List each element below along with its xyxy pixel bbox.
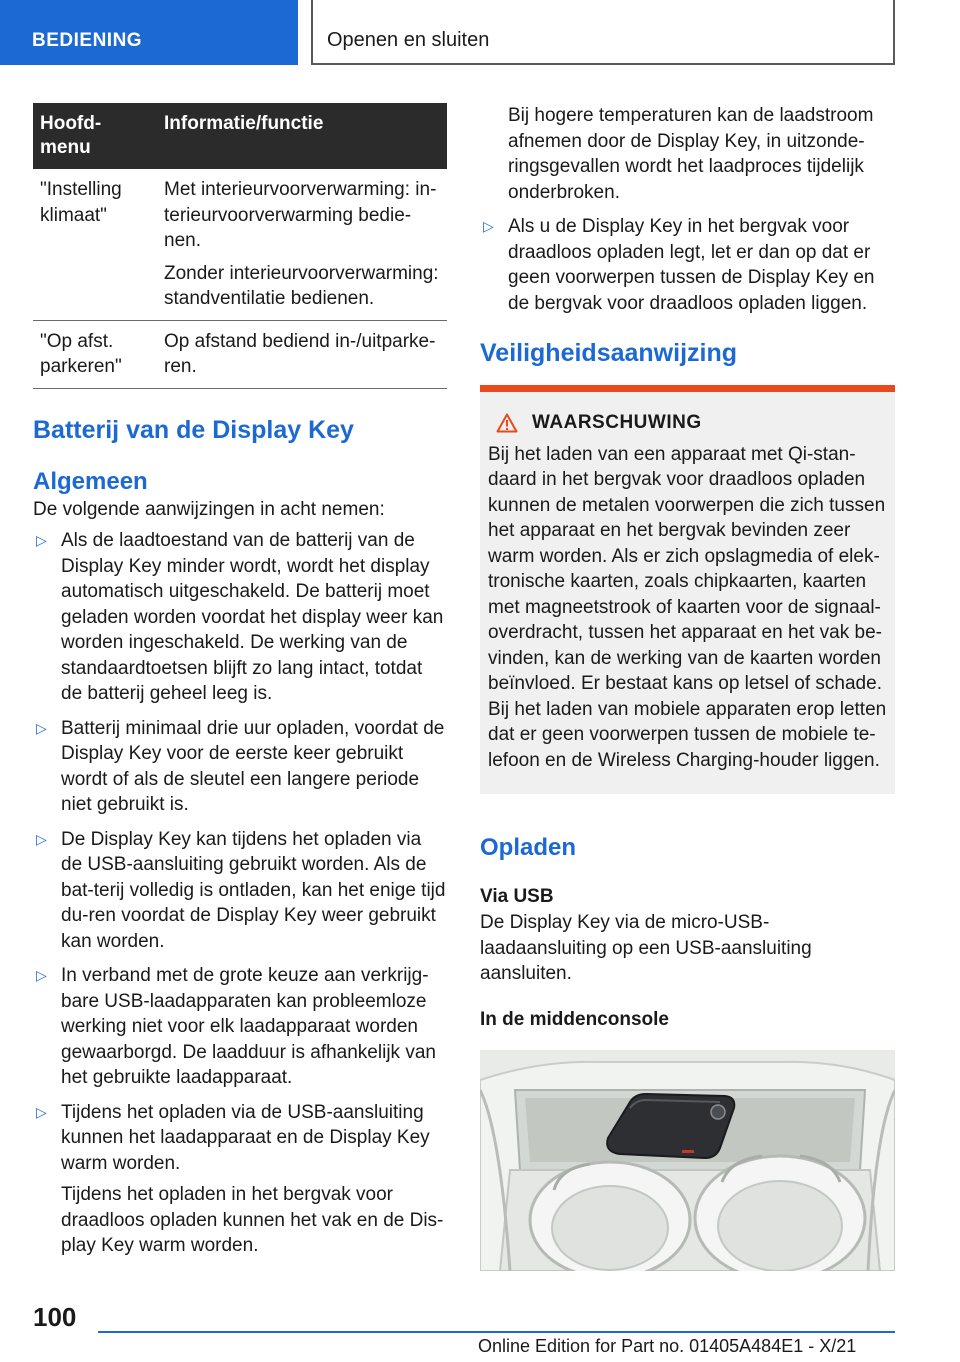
section-label: BEDIENING [32, 30, 143, 51]
warning-text: Bij het laden van een apparaat met Qi-stan-daard in het bergvak voor draadloos opladen kunnen de metalen voorwerpen die zich tussen het apparaat en het bergvak bevinden zeer warm worden. Als er zich opslagmedia of elek-tronische kaarten, zoals chipkaarten, kaarten met magneetstrook of kaarten voor de signaal-overdracht, tussen het apparaat en het vak be-vinden, kan de werking van de kaarten worden beïnvloed. Er bestaat kans op letsel of schade. Bij het laden van mobiele apparaten erop letten dat er geen voorwerpen tussen de mobiele te-lefoon en de Wireless Charging-houder liggen. [488, 443, 887, 771]
cup-holder-right [695, 1156, 865, 1271]
triangle-bullet-icon: ▷ [36, 532, 47, 548]
table-cell-text: Met interieurvoorverwarming: in-terieurvoorverwarming bedie-nen. [164, 179, 437, 251]
table-row [33, 320, 447, 388]
list-item-text: Als de laadtoestand van de batterij van de Display Key minder wordt, wordt het display automatisch uitgeschakeld. De batterij moet geladen worden voordat het display weer kan worden ingeschakeld. De werking van de standaardtoetsen blijft zo lang intact, totdat de batterij geheel leeg is. [61, 530, 444, 704]
list-item-text: Tijdens het opladen in het bergvak voor draadloos opladen kunnen het vak en de Dis-play Key warm worden. [61, 1184, 444, 1256]
table-cell-info [157, 320, 447, 388]
intro-text: De volgende aanwijzingen in acht nemen: [33, 498, 385, 520]
table-header-info: Informatie/functie [157, 103, 447, 169]
table-cell-info [157, 169, 447, 320]
warning-box [480, 385, 895, 794]
general-subheading: Algemeen [33, 467, 148, 495]
menu-table [33, 103, 447, 389]
table-header-row [33, 103, 447, 169]
list-item [33, 716, 447, 818]
right-column [480, 103, 895, 1271]
table-row [33, 169, 447, 320]
table-cell-text: Zonder interieurvoorverwarming: standventilatie bedienen. [164, 262, 439, 309]
chapter-tab [311, 0, 895, 65]
battery-list-continued [480, 103, 895, 316]
battery-heading: Batterij van de Display Key [33, 415, 354, 444]
center-console-drawing [480, 1050, 895, 1271]
chapter-label: Openen en sluiten [327, 29, 490, 51]
charging-heading: Opladen [480, 834, 577, 861]
safety-heading: Veiligheidsaanwijzing [480, 339, 738, 367]
list-item [33, 963, 447, 1091]
cup-holder-left [530, 1162, 690, 1271]
table-cell-menu: "Op afst. parkeren" [33, 320, 157, 388]
list-item [480, 103, 895, 205]
list-item-text: De Display Key kan tijdens het opladen via de USB-aansluiting gebruikt worden. Als de bat-terij volledig is ontladen, kan het enige tijd du-ren voordat de Display Key weer gebruikt kan worden. [61, 828, 446, 952]
center-console-illustration [480, 1050, 895, 1271]
triangle-bullet-icon: ▷ [36, 967, 47, 983]
triangle-bullet-icon: ▷ [36, 830, 47, 847]
left-column [33, 103, 447, 1259]
footer-edition: Online Edition for Part no. 01405A484E1 - X/21 [478, 1336, 857, 1356]
list-item-text: Als u de Display Key in het bergvak voor draadloos opladen legt, let er dan op dat er geen voorwerpen tussen de Display Key en de bergvak voor draadloos opladen liggen. [508, 216, 875, 314]
table-header-menu: Hoofd- menu [33, 103, 157, 169]
warning-header [496, 410, 887, 436]
list-item-text: Bij hogere temperaturen kan de laadstroom afnemen door de Display Key, in uitzonde-ringsgevallen wordt het laadproces tijdelijk onderbroken. [508, 105, 874, 203]
list-item [480, 214, 895, 316]
battery-list [33, 528, 447, 1259]
footer-divider [98, 1331, 895, 1333]
section-tab [0, 0, 298, 65]
console-subheading: In de middenconsole [480, 1008, 669, 1030]
triangle-bullet-icon: ▷ [36, 1103, 47, 1120]
table-cell-menu: "Instelling klimaat" [33, 169, 157, 320]
list-item-text: In verband met de grote keuze aan verkrijg-bare USB-laadapparaten kan probleemloze werking niet voor elk laadapparaat worden gewaarborgd. De laadduur is afhankelijk van het gebruikte laadapparaat. [61, 965, 436, 1088]
triangle-bullet-icon: ▷ [483, 218, 494, 234]
list-item [33, 1100, 447, 1259]
triangle-bullet-icon: ▷ [36, 719, 47, 736]
list-item [33, 827, 447, 955]
list-item-text: Batterij minimaal drie uur opladen, voordat de Display Key voor de eerste keer gebruikt wordt of als de sleutel een langere periode niet gebruikt is. [61, 717, 445, 815]
table-cell-text: Op afstand bediend in-/uitparke-ren. [164, 330, 436, 377]
list-item [33, 528, 447, 707]
usb-text: De Display Key via de micro-USB-laadaansluiting op een USB-aansluiting aansluiten. [480, 912, 812, 984]
warning-triangle-icon [496, 413, 518, 433]
list-item-text: Tijdens het opladen via de USB-aansluiting kunnen het laadapparaat en de Display Key warm worden. [61, 1101, 430, 1174]
usb-subheading: Via USB [480, 886, 554, 907]
warning-label: WAARSCHUWING [532, 412, 702, 433]
page-number: 100 [33, 1302, 77, 1332]
